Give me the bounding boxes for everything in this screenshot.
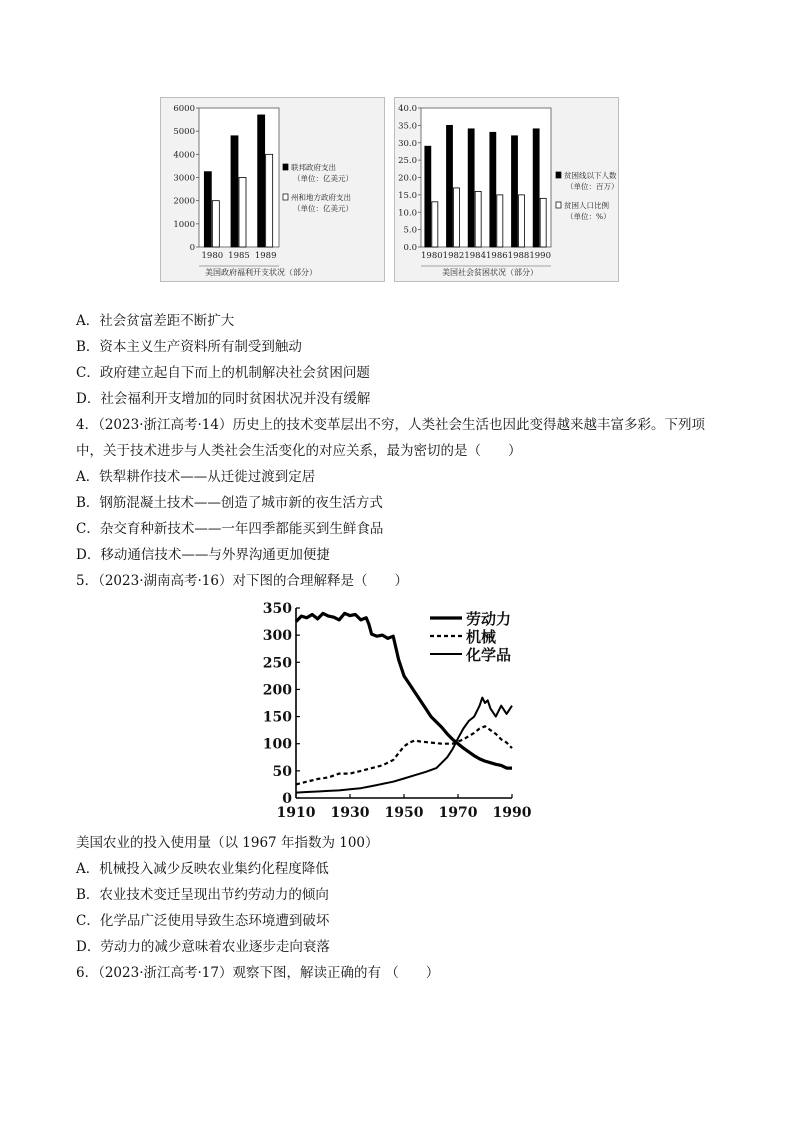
y-tick-label: 3000: [173, 173, 195, 184]
bar-white-1986: [497, 195, 503, 247]
x-tick-label: 1970: [438, 805, 478, 821]
x-tick-label: 1990: [492, 805, 532, 821]
legend-label: 贫困人口比例: [564, 201, 609, 210]
legend-swatch: [556, 172, 561, 178]
y-tick-label: 1000: [173, 219, 195, 230]
chart-title: 美国政府福利开支状况（部分）: [205, 268, 317, 277]
chart-title: 美国社会贫困状况（部分）: [442, 268, 538, 277]
welfare-spending-chart: [161, 98, 384, 281]
bar-white-1980: [432, 202, 438, 247]
legend-unit: （单位：亿美元）: [293, 174, 353, 183]
y-tick-label: 4000: [173, 150, 195, 161]
bar-black-1982: [447, 125, 453, 247]
bar-white-1984: [475, 191, 481, 247]
q4-stem-line1: 4．（2023·浙江高考·14）历史上的技术变革层出不穷，人类社会生活也因此变得越来越丰富多彩。下列项: [76, 417, 705, 433]
y-tick-label: 250: [262, 655, 292, 672]
y-tick-label: 40.0: [398, 104, 417, 114]
y-tick-label: 0.0: [403, 243, 417, 253]
q3-option-d[interactable]: D．社会福利开支增加的同时贫困状况并没有缓解: [76, 391, 371, 407]
x-tick-label: 1988: [507, 251, 530, 261]
y-tick-label: 5000: [173, 127, 195, 138]
y-tick-label: 10.0: [398, 208, 417, 219]
legend-swatch: [556, 202, 561, 208]
legend-label: 贫困线以下人数: [564, 171, 617, 180]
series-line-机械: [296, 726, 512, 784]
legend-unit: （单位：亿美元）: [293, 204, 353, 213]
y-tick-label: 35.0: [398, 121, 417, 132]
q5-option-a[interactable]: A．机械投入减少反映农业集约化程度降低: [76, 861, 329, 877]
q6-stem: 6．（2023·浙江高考·17）观察下图，解读正确的有 （ ）: [76, 965, 440, 981]
y-tick-label: 350: [262, 601, 292, 617]
x-tick-label: 1980: [201, 251, 224, 261]
legend-label: 州和地方政府支出: [291, 193, 351, 202]
y-tick-label: 20.0: [398, 173, 417, 184]
y-tick-label: 0: [189, 243, 195, 253]
x-tick-label: 1950: [384, 805, 424, 821]
poverty-chart-frame: [394, 97, 619, 282]
legend-swatch: [283, 194, 288, 200]
q3-option-a[interactable]: A．社会贫富差距不断扩大: [76, 313, 235, 329]
bar-black-1988: [512, 136, 518, 247]
legend-label: 机械: [466, 628, 497, 646]
y-tick-label: 300: [262, 628, 292, 645]
q5-option-d[interactable]: D．劳动力的减少意味着农业逐步走向衰落: [76, 939, 330, 955]
legend-unit: （单位：%）: [566, 212, 611, 221]
plot-area: [421, 108, 551, 247]
q4-stem-line2: 中，关于技术进步与人类社会生活变化的对应关系，最为密切的是（ ）: [76, 443, 522, 459]
y-tick-label: 15.0: [398, 190, 417, 201]
legend-label: 化学品: [466, 646, 512, 664]
q5-chart-caption: 美国农业的投入使用量（以 1967 年指数为 100）: [76, 835, 379, 851]
bar-black-1986: [490, 132, 496, 247]
welfare-spending-chart-frame: [160, 97, 385, 282]
y-tick-label: 5.0: [403, 225, 417, 236]
q4-option-d[interactable]: D．移动通信技术——与外界沟通更加便捷: [76, 547, 330, 563]
bar-black-1989: [258, 115, 265, 247]
q4-option-c[interactable]: C．杂交育种新技术——一年四季都能买到生鲜食品: [76, 521, 384, 537]
x-tick-label: 1986: [486, 251, 508, 261]
bar-white-1988: [519, 195, 525, 247]
y-tick-label: 100: [262, 736, 292, 753]
y-tick-label: 2000: [173, 196, 195, 207]
bar-black-1990: [533, 129, 539, 247]
farm-inputs-chart-frame: [262, 598, 540, 826]
bar-white-1980: [212, 201, 219, 247]
bar-white-1990: [540, 198, 546, 247]
y-tick-label: 200: [262, 682, 292, 699]
q5-option-c[interactable]: C．化学品广泛使用导致生态环境遭到破坏: [76, 913, 330, 929]
legend-unit: （单位：百万）: [566, 182, 618, 191]
x-tick-label: 1930: [330, 805, 370, 821]
x-tick-label: 1985: [228, 251, 250, 261]
legend-swatch: [283, 164, 288, 170]
bar-white-1982: [454, 188, 460, 247]
q5-stem: 5．（2023·湖南高考·16）对下图的合理解释是（ ）: [76, 573, 408, 589]
y-tick-label: 6000: [173, 104, 195, 114]
x-tick-label: 1989: [254, 251, 277, 261]
q4-option-a[interactable]: A．铁犁耕作技术——从迁徙过渡到定居: [76, 469, 316, 485]
farm-inputs-chart: [262, 598, 540, 826]
x-tick-label: 1990: [529, 251, 551, 261]
x-tick-label: 1910: [276, 805, 316, 821]
x-tick-label: 1980: [421, 251, 443, 261]
y-tick-label: 150: [262, 709, 292, 726]
y-tick-label: 0: [282, 791, 292, 807]
q5-option-b[interactable]: B．农业技术变迁呈现出节约劳动力的倾向: [76, 887, 329, 903]
bar-black-1980: [204, 172, 211, 247]
x-tick-label: 1982: [442, 251, 465, 261]
q3-option-c[interactable]: C．政府建立起自下而上的机制解决社会贫困问题: [76, 365, 370, 381]
bar-white-1989: [266, 154, 273, 247]
poverty-chart: [395, 98, 618, 281]
y-tick-label: 25.0: [398, 156, 417, 167]
bar-black-1985: [231, 136, 238, 247]
bar-black-1980: [425, 146, 431, 247]
q4-option-b[interactable]: B．钢筋混凝土技术——创造了城市新的夜生活方式: [76, 495, 383, 511]
x-tick-label: 1984: [464, 251, 486, 261]
legend-label: 劳动力: [466, 610, 512, 628]
y-tick-label: 30.0: [398, 138, 417, 149]
q3-option-b[interactable]: B．资本主义生产资料所有制受到触动: [76, 339, 302, 355]
bar-black-1984: [468, 129, 474, 247]
y-tick-label: 50: [272, 763, 292, 780]
legend-label: 联邦政府支出: [291, 163, 336, 172]
bar-white-1985: [239, 178, 246, 248]
